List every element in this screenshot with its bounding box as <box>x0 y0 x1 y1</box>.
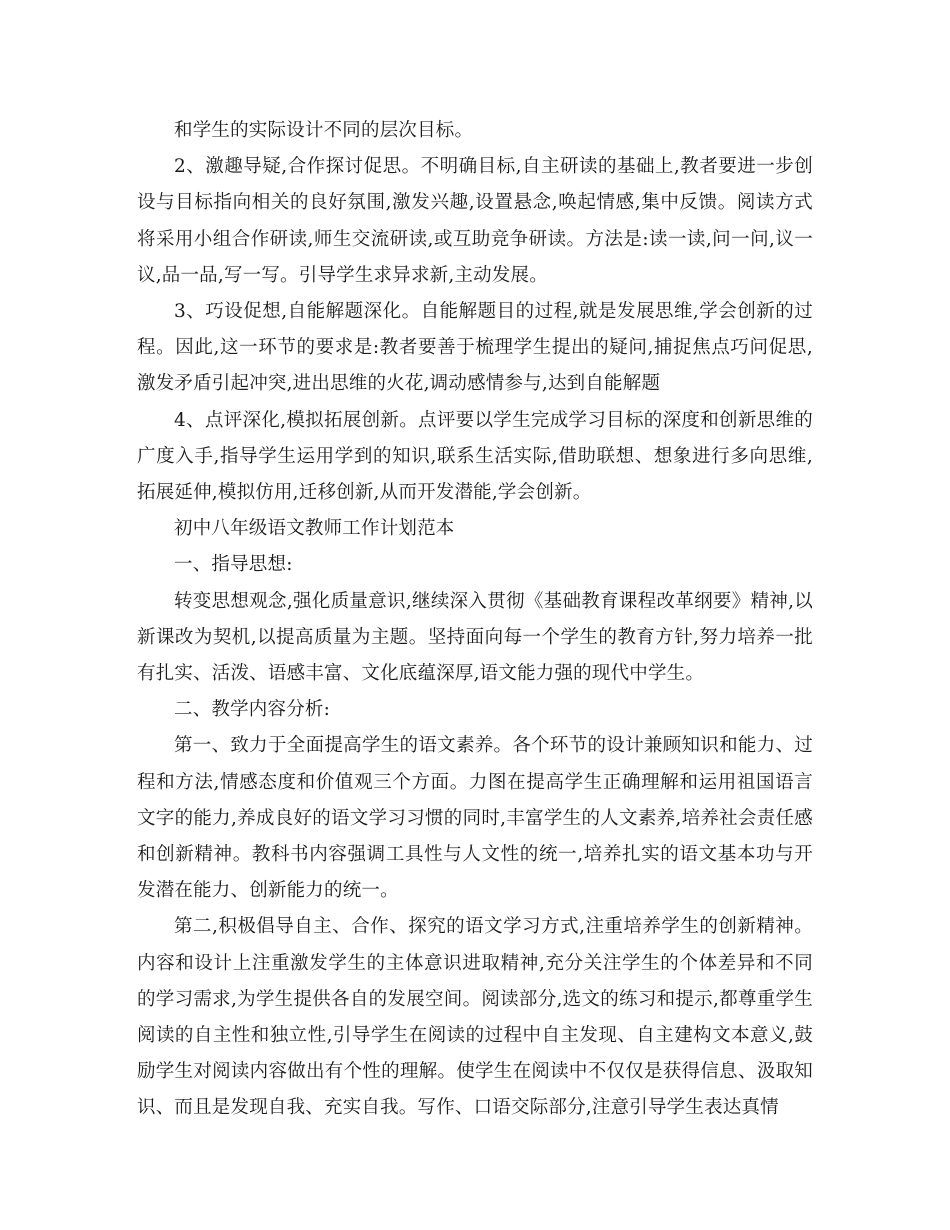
paragraph-continuation: 和学生的实际设计不同的层次目标。 <box>174 120 474 141</box>
heading-content-analysis: 二、教学内容分析: <box>174 699 331 721</box>
document-page <box>137 113 813 1127</box>
heading-guiding-thought: 一、指导思想: <box>174 554 293 576</box>
paragraph-analysis-second: 第二,积极倡导自主、合作、探究的语文学习方式,注重培养学生的创新精神。内容和设计上注重激发学生的主体意识进取精神,充分关注学生的个体差异和不同的学习需求,为学生提供各自的发展空间。阅读部分,选文的练习和提示,都尊重学生阅读的自主性和独立性,引导学生在阅读的过程中自主发现、自主建构文本意义,鼓励学生对阅读内容做出有个性的理解。使学生在阅读中不仅仅是获得信息、汲取知识、而且是发现自我、充实自我。写作、口语交际部分,注意引导学生表达真情 <box>137 916 813 1119</box>
section-title: 初中八年级语文教师工作计划范本 <box>174 518 455 540</box>
paragraph-step-3: 3、巧设促想,自能解题深化。自能解题目的过程,就是发展思维,学会创新的过程。因此,这一环节的要求是:教者要善于梳理学生提出的疑问,捕捉焦点巧问促思,激发矛盾引起冲突,进出思维的火花,调动感情参与,达到自能解题 <box>137 301 813 395</box>
paragraph-guiding-thought: 转变思想观念,强化质量意识,继续深入贯彻《基础教育课程改革纲要》精神,以新课改为契机,以提高质量为主题。坚持面向每一个学生的教育方针,努力培养一批有扎实、活泼、语感丰富、文化底蕴深厚,语文能力强的现代中学生。 <box>137 590 813 685</box>
paragraph-analysis-first: 第一、致力于全面提高学生的语文素养。各个环节的设计兼顾知识和能力、过程和方法,情感态度和价值观三个方面。力图在提高学生正确理解和运用祖国语言文字的能力,养成良好的语文学习习惯的同时,丰富学生的人文素养,培养社会责任感和创新精神。教科书内容强调工具性与人文性的统一,培养扎实的语文基本功与开发潜在能力、创新能力的统一。 <box>137 735 813 902</box>
paragraph-step-4: 4、点评深化,模拟拓展创新。点评要以学生完成学习目标的深度和创新思维的广度入手,指导学生运用学到的知识,联系生活实际,借助联想、想象进行多向思维,拓展延伸,模拟仿用,迁移创新,从而开发潜能,学会创新。 <box>137 409 813 504</box>
paragraph-step-2: 2、激趣导疑,合作探讨促思。不明确目标,自主研读的基础上,教者要进一步创设与目标指向相关的良好氛围,激发兴趣,设置悬念,唤起情感,集中反馈。阅读方式将采用小组合作研读,师生交流研读,或互助竞争研读。方法是:读一读,问一问,议一议,品一品,写一写。引导学生求异求新,主动发展。 <box>137 156 813 286</box>
